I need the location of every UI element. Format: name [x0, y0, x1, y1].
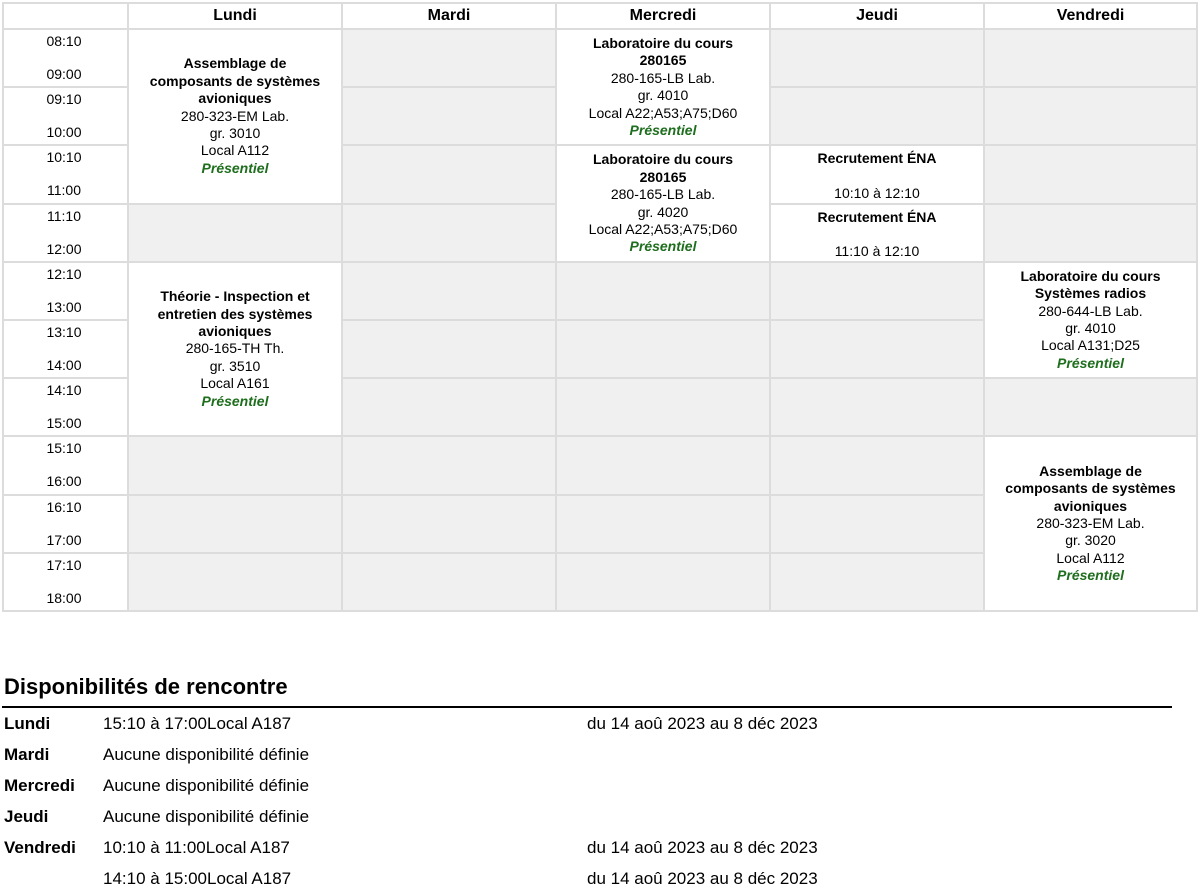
delivery-mode-label: Présentiel [201, 159, 269, 176]
empty-slot[interactable] [343, 88, 555, 144]
empty-slot[interactable] [557, 437, 769, 493]
grid-line [2, 610, 1196, 612]
availability-title: Disponibilités de rencontre [4, 674, 288, 699]
course-detail-line: Local A112 [200, 142, 270, 159]
empty-slot[interactable] [129, 554, 341, 610]
time-end-label: 13:00 [46, 298, 82, 315]
delivery-mode-label: Présentiel [629, 238, 697, 255]
delivery-mode-label: Présentiel [1057, 354, 1124, 371]
time-end-label: 10:00 [46, 124, 82, 141]
availability-slot: Aucune disponibilité définie [103, 776, 310, 795]
course-block[interactable] [771, 205, 983, 261]
availability-slot: Aucune disponibilité définie [103, 745, 310, 764]
course-block[interactable] [557, 30, 769, 144]
empty-slot[interactable] [771, 321, 983, 377]
availability-day: Lundi [4, 714, 51, 733]
empty-slot[interactable] [985, 88, 1196, 144]
course-detail-line: Local A112 [1056, 549, 1125, 566]
time-start-label: 16:10 [46, 498, 82, 515]
course-title-line: 280165 [639, 168, 687, 185]
time-start-label: 08:10 [46, 33, 82, 49]
time-end-label: 09:00 [46, 66, 82, 82]
course-title-line: avioniques [198, 90, 272, 107]
empty-slot[interactable] [771, 88, 983, 144]
time-end-label: 11:00 [47, 182, 81, 199]
time-start-label: 14:10 [46, 382, 82, 399]
course-block[interactable] [557, 146, 769, 260]
course-block[interactable] [129, 263, 341, 436]
empty-slot[interactable] [557, 554, 769, 610]
course-title-line: avioniques [1053, 497, 1128, 514]
course-detail-line: 280-165-LB Lab. [610, 186, 716, 203]
empty-slot[interactable] [557, 496, 769, 552]
empty-slot[interactable] [557, 321, 769, 377]
day-header-vendredi: Vendredi [1056, 7, 1125, 24]
course-title-line: composants de systèmes [149, 72, 321, 89]
availability-divider [2, 706, 1172, 708]
time-start-label: 11:10 [47, 207, 81, 224]
delivery-mode-label: Présentiel [201, 392, 269, 409]
empty-slot[interactable] [343, 554, 555, 610]
course-detail-line: 11:10 à 12:10 [834, 243, 920, 260]
course-detail-line: gr. 3020 [1065, 532, 1116, 549]
empty-slot[interactable] [343, 205, 555, 261]
schedule-grid [2, 2, 1198, 612]
course-title-line: 280165 [639, 52, 687, 69]
course-title-line: Systèmes radios [1034, 285, 1147, 302]
course-detail-line: 10:10 à 12:10 [834, 185, 920, 202]
day-header-mardi: Mardi [427, 7, 471, 24]
course-detail-line: gr. 4010 [637, 87, 689, 104]
course-title-line: Laboratoire du cours [592, 151, 734, 168]
course-title-line: Assemblage de [183, 55, 287, 72]
delivery-mode-label: Présentiel [1057, 567, 1124, 584]
course-block[interactable] [985, 263, 1196, 377]
empty-slot[interactable] [129, 496, 341, 552]
empty-slot[interactable] [771, 379, 983, 435]
course-title-line: composants de systèmes [1005, 480, 1176, 497]
empty-slot[interactable] [343, 437, 555, 493]
course-detail-line: Local A131;D25 [1041, 337, 1140, 354]
empty-slot[interactable] [343, 263, 555, 319]
course-detail-line: gr. 4020 [637, 203, 689, 220]
empty-slot[interactable] [343, 321, 555, 377]
course-detail-line: 280-644-LB Lab. [1038, 302, 1143, 319]
empty-slot[interactable] [985, 146, 1196, 202]
day-header-lundi: Lundi [213, 7, 257, 24]
course-detail-line: 280-165-TH Th. [185, 340, 285, 357]
empty-slot[interactable] [771, 263, 983, 319]
course-detail-line: Local A22;A53;A75;D60 [588, 220, 738, 237]
empty-slot[interactable] [771, 554, 983, 610]
delivery-mode-label: Présentiel [629, 122, 697, 138]
course-block[interactable] [129, 30, 341, 203]
time-end-label: 18:00 [46, 589, 82, 606]
course-title-line: Laboratoire du cours [1020, 267, 1161, 284]
course-title-line: avioniques [198, 322, 272, 339]
time-start-label: 17:10 [46, 556, 82, 573]
availability-date-range: du 14 aoû 2023 au 8 déc 2023 [587, 838, 818, 857]
availability-day: Jeudi [4, 807, 49, 826]
time-end-label: 14:00 [46, 357, 82, 373]
availability-slot: Aucune disponibilité définie [103, 807, 310, 826]
empty-slot[interactable] [343, 496, 555, 552]
availability-slot: 14:10 à 15:00Local A187 [103, 869, 292, 888]
empty-slot[interactable] [557, 379, 769, 435]
course-detail-line: 280-165-LB Lab. [610, 69, 716, 86]
availability-day: Mardi [4, 745, 50, 764]
availability-slot: 15:10 à 17:00Local A187 [103, 714, 292, 733]
course-block[interactable] [771, 146, 983, 202]
course-title-line: Assemblage de [1039, 462, 1142, 479]
grid-line [341, 2, 343, 610]
time-start-label: 09:10 [46, 91, 82, 108]
empty-slot[interactable] [129, 205, 341, 261]
empty-slot[interactable] [985, 30, 1196, 86]
course-detail-line: Local A22;A53;A75;D60 [588, 104, 738, 121]
course-block[interactable] [985, 437, 1196, 610]
time-start-label: 10:10 [46, 149, 82, 166]
time-start-label: 15:10 [46, 440, 82, 457]
time-start-label: 13:10 [46, 324, 82, 340]
availability-day: Mercredi [4, 776, 75, 795]
availability-slot: 10:10 à 11:00Local A187 [103, 838, 290, 857]
time-end-label: 15:00 [46, 415, 82, 432]
course-detail-line [875, 168, 879, 185]
availability-day: Vendredi [4, 838, 76, 857]
course-title-line: entretien des systèmes [157, 305, 313, 322]
empty-slot[interactable] [985, 205, 1196, 261]
course-detail-line: 280-323-EM Lab. [1036, 514, 1145, 531]
course-title-line: Recrutement ÉNA [817, 208, 937, 225]
day-header-mercredi: Mercredi [629, 7, 697, 24]
course-title-line: Recrutement ÉNA [817, 150, 937, 167]
course-detail-line: gr. 3010 [209, 125, 261, 141]
empty-slot[interactable] [343, 30, 555, 86]
course-detail-line: 280-323-EM Lab. [180, 107, 290, 124]
course-detail-line: Local A161 [200, 375, 270, 392]
course-detail-line: gr. 4010 [1065, 319, 1116, 336]
empty-slot[interactable] [129, 437, 341, 493]
grid-line [769, 2, 771, 610]
empty-slot[interactable] [771, 437, 983, 493]
course-detail-line: gr. 3510 [209, 357, 261, 374]
availability-date-range: du 14 aoû 2023 au 8 déc 2023 [587, 869, 818, 888]
time-start-label: 12:10 [46, 265, 82, 282]
empty-slot[interactable] [343, 146, 555, 202]
empty-slot[interactable] [557, 263, 769, 319]
empty-slot[interactable] [771, 30, 983, 86]
empty-slot[interactable] [985, 379, 1196, 435]
availability-date-range: du 14 aoû 2023 au 8 déc 2023 [587, 714, 818, 733]
course-detail-line [875, 226, 879, 243]
time-end-label: 17:00 [46, 531, 82, 548]
course-title-line: Laboratoire du cours [592, 34, 734, 51]
time-end-label: 16:00 [46, 473, 82, 490]
empty-slot[interactable] [771, 496, 983, 552]
empty-slot[interactable] [343, 379, 555, 435]
day-header-jeudi: Jeudi [856, 7, 898, 24]
course-title-line: Théorie - Inspection et [160, 288, 310, 305]
time-end-label: 12:00 [46, 240, 82, 257]
